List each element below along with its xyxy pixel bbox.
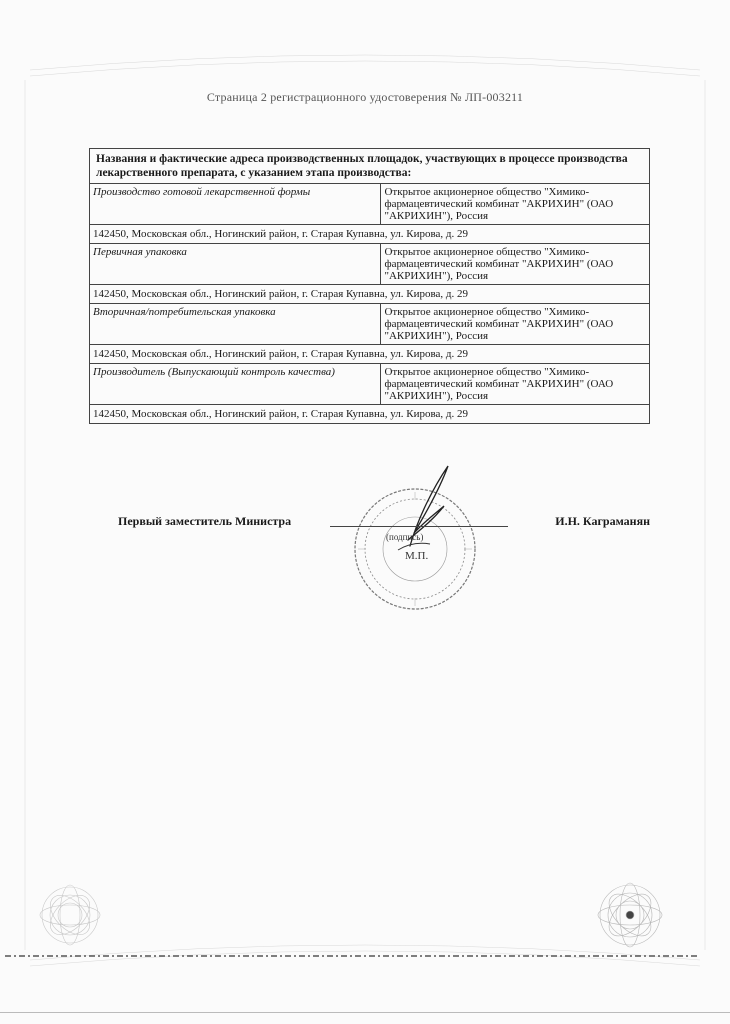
table-row — [90, 285, 650, 304]
table-title-row — [90, 149, 650, 184]
page-bottom-divider — [0, 1012, 730, 1013]
address-cell: 142450, Московская обл., Ногинский район, г. Старая Купавна, ул. Кирова, д. 29 — [90, 285, 650, 304]
table-row — [90, 244, 650, 285]
stage-cell: Вторичная/потребительская упаковка — [90, 304, 381, 345]
address-cell: 142450, Московская обл., Ногинский район, г. Старая Купавна, ул. Кирова, д. 29 — [90, 345, 650, 364]
signature-block — [118, 514, 650, 534]
signature-line — [330, 526, 508, 527]
company-cell: Открытое акционерное общество "Химико-фармацевтический комбинат "АКРИХИН" (ОАО "АКРИХИН"), Россия — [381, 184, 650, 225]
stamp-caption: М.П. — [405, 550, 429, 562]
table-row — [90, 405, 650, 424]
stage-cell: Производство готовой лекарственной формы — [90, 184, 381, 225]
table-row — [90, 364, 650, 405]
company-cell: Открытое акционерное общество "Химико-фармацевтический комбинат "АКРИХИН" (ОАО "АКРИХИН"), Россия — [381, 364, 650, 405]
table-row — [90, 345, 650, 364]
address-cell: 142450, Московская обл., Ногинский район, г. Старая Купавна, ул. Кирова, д. 29 — [90, 405, 650, 424]
production-sites-table — [89, 148, 650, 424]
stage-cell: Первичная упаковка — [90, 244, 381, 285]
signature-caption: (подпись) — [386, 532, 424, 542]
address-cell: 142450, Московская обл., Ногинский район, г. Старая Купавна, ул. Кирова, д. 29 — [90, 225, 650, 244]
signatory-position: Первый заместитель Министра — [118, 514, 292, 528]
company-cell: Открытое акционерное общество "Химико-фармацевтический комбинат "АКРИХИН" (ОАО "АКРИХИН"), Россия — [381, 304, 650, 345]
table-title: Названия и фактические адреса производственных площадок, участвующих в процессе производства лекарственного препарата, с указанием этапа производства: — [90, 149, 650, 184]
table-row — [90, 225, 650, 244]
handwritten-signature — [378, 458, 468, 558]
stage-cell: Производитель (Выпускающий контроль качества) — [90, 364, 381, 405]
page-header: Страница 2 регистрационного удостоверения № ЛП-003211 — [206, 90, 524, 104]
table-row — [90, 304, 650, 345]
company-cell: Открытое акционерное общество "Химико-фармацевтический комбинат "АКРИХИН" (ОАО "АКРИХИН"), Россия — [381, 244, 650, 285]
table-row — [90, 184, 650, 225]
signatory-name: И.Н. Каграманян — [555, 514, 650, 528]
